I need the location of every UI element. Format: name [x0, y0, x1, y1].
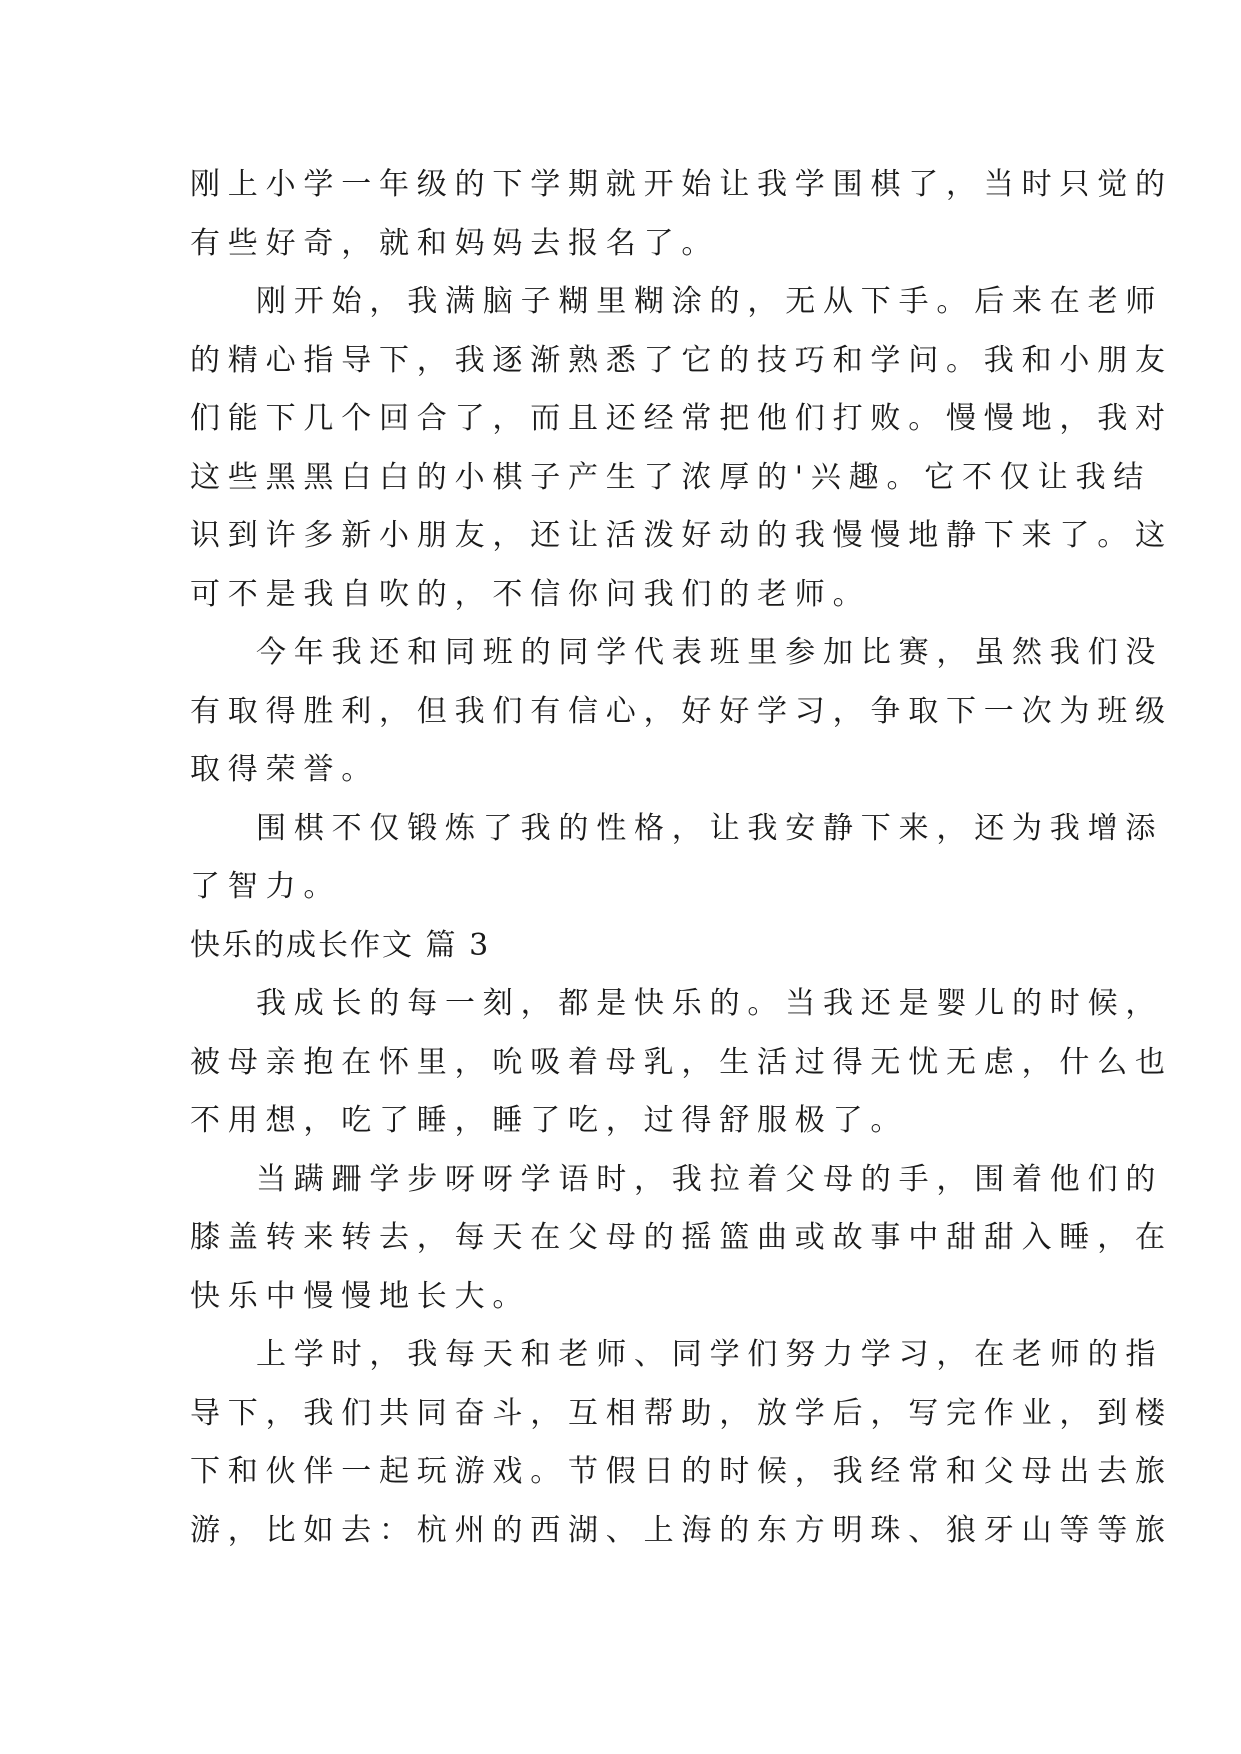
- text-line: 快乐中慢慢地长大。: [190, 1278, 531, 1314]
- paragraph-first-line: 围棋不仅锻炼了我的性格，让我安静下来，还为我增添: [256, 810, 1164, 846]
- text-line: 识到许多新小朋友，还让活泼好动的我慢慢地静下来了。这: [190, 518, 1173, 553]
- paragraph-first-line: 当蹒跚学步呀呀学语时，我拉着父母的手，围着他们的: [256, 1161, 1164, 1197]
- essay-text: [190, 156, 1173, 1560]
- text-line: 导下，我们共同奋斗，互相帮助，放学后，写完作业，到楼: [190, 1395, 1173, 1431]
- text-line: 有取得胜利，但我们有信心，好好学习，争取下一次为班级: [190, 693, 1173, 729]
- text-line: 这些黑黑白白的小棋子产生了浓厚的'兴趣。它不仅让我结: [190, 459, 1152, 495]
- paragraph-first-line: 上学时，我每天和老师、同学们努力学习，在老师的指: [256, 1337, 1164, 1372]
- text-line: 不用想，吃了睡，睡了吃，过得舒服极了。: [190, 1103, 909, 1138]
- text-line: 有些好奇，就和妈妈去报名了。: [190, 225, 720, 261]
- text-line: 下和伙伴一起玩游戏。节假日的时候，我经常和父母出去旅: [190, 1454, 1173, 1489]
- text-line: 被母亲抱在怀里，吮吸着母乳，生活过得无忧无虑，什么也: [190, 1044, 1173, 1080]
- text-line: 可不是我自吹的，不信你问我们的老师。: [190, 576, 871, 612]
- text-line: 们能下几个回合了，而且还经常把他们打败。慢慢地，我对: [190, 401, 1173, 436]
- paragraph-first-line: 今年我还和同班的同学代表班里参加比赛，虽然我们没: [256, 635, 1164, 670]
- text-line: 膝盖转来转去，每天在父母的摇篮曲或故事中甜甜入睡，在: [190, 1220, 1173, 1255]
- text-line: 刚上小学一年级的下学期就开始让我学围棋了，当时只觉的: [190, 167, 1173, 202]
- paragraph-first-line: 我成长的每一刻，都是快乐的。当我还是婴儿的时候，: [256, 986, 1164, 1021]
- text-line: 了智力。: [190, 869, 342, 904]
- text-line: 游，比如去：杭州的西湖、上海的东方明珠、狼牙山等等旅: [190, 1512, 1173, 1548]
- text-line: 取得荣誉。: [190, 752, 379, 787]
- section-heading: 快乐的成长作文 篇 3: [190, 927, 491, 963]
- paragraph-first-line: 刚开始，我满脑子糊里糊涂的，无从下手。后来在老师: [256, 284, 1164, 319]
- text-line: 的精心指导下，我逐渐熟悉了它的技巧和学问。我和小朋友: [190, 342, 1173, 378]
